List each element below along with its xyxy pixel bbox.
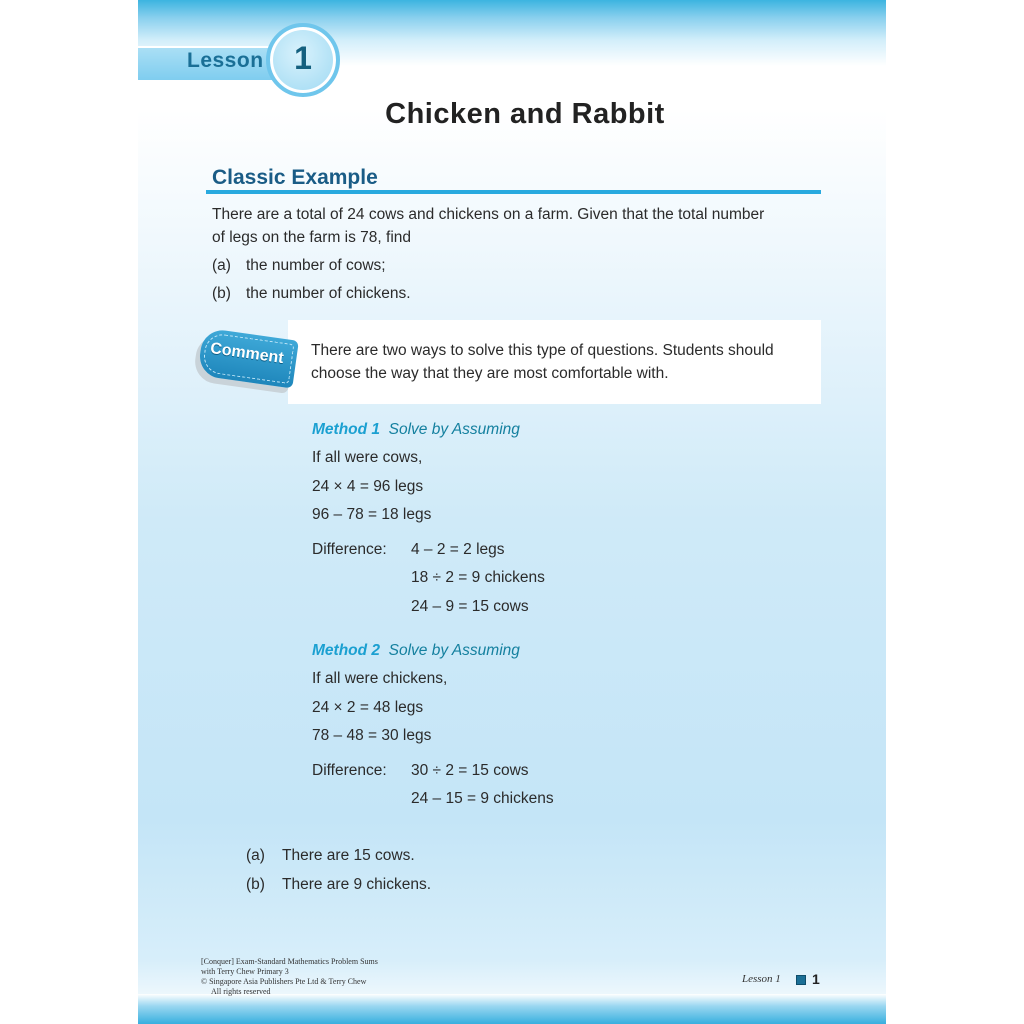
answer-label: (a) (246, 847, 265, 864)
working-line: 18 ÷ 2 = 9 chickens (411, 569, 545, 586)
textbook-page (138, 0, 886, 1024)
section-divider (206, 190, 821, 194)
credit-line: with Terry Chew Primary 3 (201, 967, 289, 976)
credit-line: All rights reserved (211, 987, 271, 996)
page-title: Chicken and Rabbit (385, 98, 665, 130)
answer-label: (b) (246, 876, 265, 893)
method-name: Solve by Assuming (388, 421, 520, 438)
answer-text: There are 15 cows. (282, 847, 415, 864)
credit-line: © Singapore Asia Publishers Pte Ltd & Terry Chew (201, 977, 367, 986)
lesson-label: Lesson (187, 49, 264, 72)
section-heading: Classic Example (212, 166, 378, 189)
footer-band (138, 994, 886, 1024)
page-number: 1 (812, 971, 820, 987)
credit-line: [Conquer] Exam-Standard Mathematics Problem Sums (201, 957, 378, 966)
method-2-title (312, 642, 520, 660)
part-label: (a) (212, 257, 231, 274)
comment-box (288, 320, 821, 404)
working-line: 24 – 9 = 15 cows (411, 598, 529, 615)
working-line: 24 × 2 = 48 legs (312, 699, 424, 716)
part-label: (b) (212, 285, 231, 302)
method-number: Method 2 (312, 642, 381, 659)
difference-label: Difference: (312, 541, 387, 558)
difference-label: Difference: (312, 762, 387, 779)
comment-text: There are two ways to solve this type of questions. Students should (311, 342, 774, 359)
lesson-number: 1 (294, 40, 312, 76)
working-line: 24 – 15 = 9 chickens (411, 790, 554, 807)
working-line: 30 ÷ 2 = 15 cows (411, 762, 529, 779)
working-line: 24 × 4 = 96 legs (312, 478, 424, 495)
part-text: the number of cows; (246, 257, 386, 274)
question-line: of legs on the farm is 78, find (212, 229, 412, 246)
method-number: Method 1 (312, 421, 381, 438)
working-line: If all were cows, (312, 449, 423, 466)
working-line: 4 – 2 = 2 legs (411, 541, 505, 558)
question-line: There are a total of 24 cows and chickens on a farm. Given that the total number (212, 206, 765, 223)
part-text: the number of chickens. (246, 285, 411, 302)
method-name: Solve by Assuming (388, 642, 520, 659)
footer-credits (201, 957, 461, 997)
footer-lesson-ref: Lesson 1 (742, 973, 781, 985)
working-line: 78 – 48 = 30 legs (312, 727, 432, 744)
method-1-title (312, 421, 520, 439)
comment-text: choose the way that they are most comfortable with. (311, 365, 669, 382)
answer-text: There are 9 chickens. (282, 876, 432, 893)
working-line: 96 – 78 = 18 legs (312, 506, 432, 523)
working-line: If all were chickens, (312, 670, 448, 687)
comment-badge-label: Comment (209, 339, 285, 368)
square-bullet-icon (796, 975, 806, 985)
